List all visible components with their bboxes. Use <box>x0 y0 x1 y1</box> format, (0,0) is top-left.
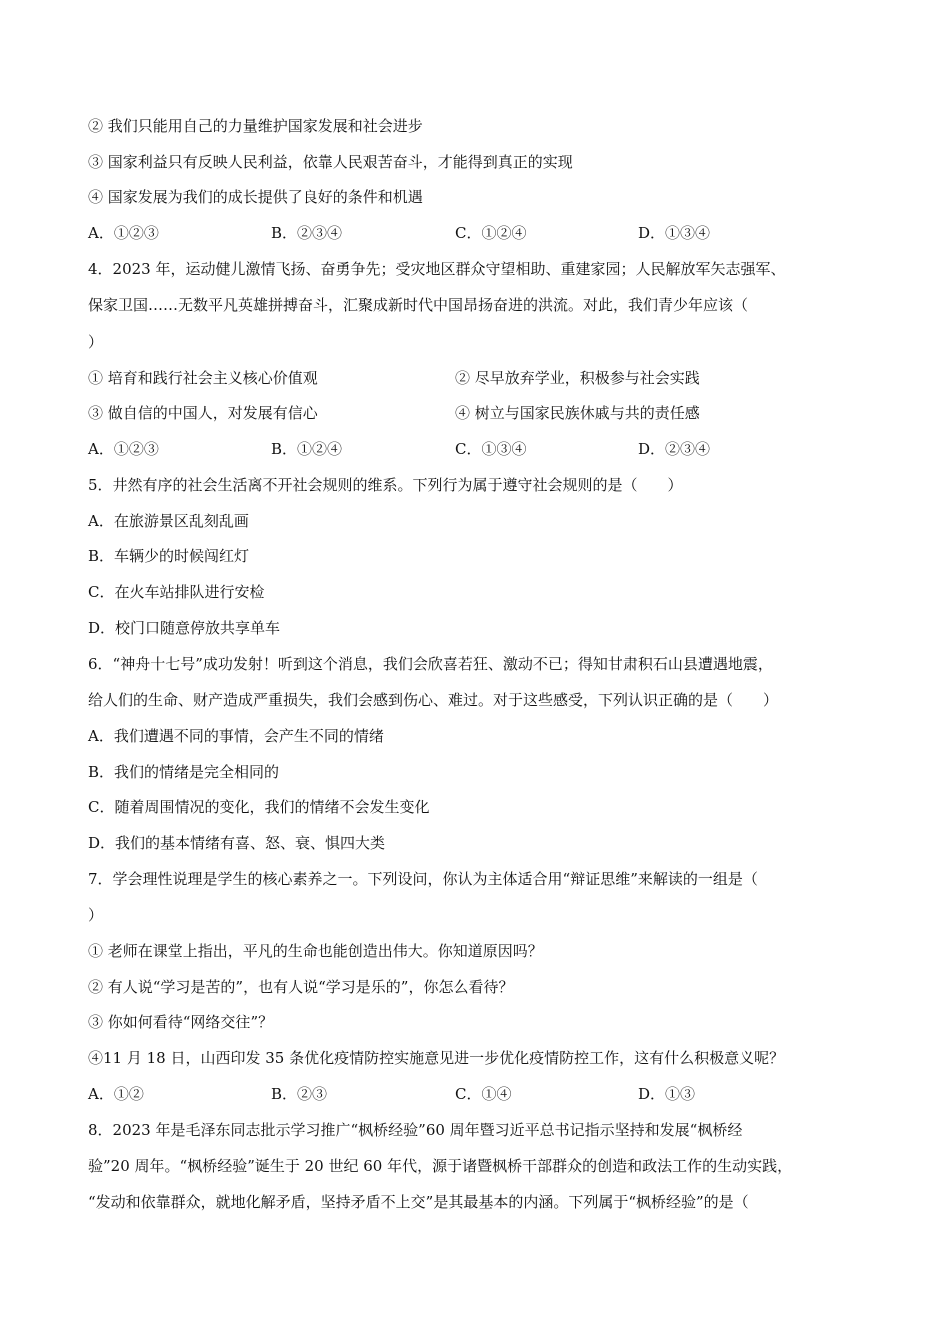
prev-option-b: B．②③④ <box>271 224 343 242</box>
q4-stem-line-1: 4．2023 年，运动健儿激情飞扬、奋勇争先；受灾地区群众守望相助、重建家园；人民解放军矢志强军、 <box>88 260 786 278</box>
q6-option-d: D．我们的基本情绪有喜、怒、衰、惧四大类 <box>88 834 386 852</box>
q6-option-c: C．随着周围情况的变化，我们的情绪不会发生变化 <box>88 798 430 816</box>
q7-option-d: D．①③ <box>638 1085 696 1103</box>
q5-option-c: C．在火车站排队进行安检 <box>88 583 265 601</box>
q4-statement-2: ② 尽早放弃学业，积极参与社会实践 <box>455 369 700 387</box>
q6-stem-line-1: 6．“神舟十七号”成功发射！听到这个消息，我们会欣喜若狂、激动不已；得知甘肃积石山县遭遇地震， <box>88 655 773 673</box>
q7-stem-line-1: 7．学会理性说理是学生的核心素养之一。下列设问，你认为主体适合用“辩证思维”来解读的一组是（ <box>88 870 758 888</box>
q5-option-d: D．校门口随意停放共享单车 <box>88 619 281 637</box>
q8-stem-line-2: 验”20 周年。“枫桥经验”诞生于 20 世纪 60 年代，源于诸暨枫桥干部群众的创造和政法工作的生动实践， <box>88 1157 793 1175</box>
q4-option-b: B．①②④ <box>271 440 343 458</box>
q6-option-b: B．我们的情绪是完全相同的 <box>88 763 280 781</box>
q7-option-a: A．①② <box>88 1085 144 1103</box>
q7-stem-line-2: ） <box>88 906 104 924</box>
q4-statement-4: ④ 树立与国家民族休戚与共的责任感 <box>455 404 700 422</box>
q5-stem: 5．井然有序的社会生活离不开社会规则的维系。下列行为属于遵守社会规则的是（ ） <box>88 476 683 494</box>
q8-stem-line-1: 8．2023 年是毛泽东同志批示学习推广“枫桥经验”60 周年暨习近平总书记指示坚持和发展“枫桥经 <box>88 1121 743 1139</box>
q4-stem-line-2: 保家卫国……无数平凡英雄拼搏奋斗，汇聚成新时代中国昂扬奋进的洪流。对此，我们青少年应该（ <box>88 296 749 314</box>
q8-stem-line-3: “发动和依靠群众，就地化解矛盾，坚持矛盾不上交”是其最基本的内涵。下列属于“枫桥经验”的是（ <box>88 1193 749 1211</box>
prev-statement-3: ③ 国家利益只有反映人民利益，依靠人民艰苦奋斗，才能得到真正的实现 <box>88 153 573 171</box>
q7-option-c: C．①④ <box>455 1085 512 1103</box>
q4-statement-1: ① 培育和践行社会主义核心价值观 <box>88 369 318 387</box>
q4-option-a: A．①②③ <box>88 440 159 458</box>
prev-option-a: A．①②③ <box>88 224 159 242</box>
q7-statement-1: ① 老师在课堂上指出，平凡的生命也能创造出伟大。你知道原因吗？ <box>88 942 543 960</box>
prev-option-d: D．①③④ <box>638 224 711 242</box>
q6-stem-line-2: 给人们的生命、财产造成严重损失，我们会感到伤心、难过。对于这些感受，下列认识正确的是（ ） <box>88 691 779 709</box>
prev-statement-4: ④ 国家发展为我们的成长提供了良好的条件和机遇 <box>88 188 423 206</box>
prev-option-c: C．①②④ <box>455 224 527 242</box>
q7-statement-3: ③ 你如何看待“网络交往”？ <box>88 1013 274 1031</box>
q4-option-c: C．①③④ <box>455 440 527 458</box>
q6-option-a: A．我们遭遇不同的事情，会产生不同的情绪 <box>88 727 384 745</box>
q4-statement-3: ③ 做自信的中国人，对发展有信心 <box>88 404 318 422</box>
q4-option-d: D．②③④ <box>638 440 711 458</box>
q5-option-b: B．车辆少的时候闯红灯 <box>88 547 250 565</box>
prev-statement-2: ② 我们只能用自己的力量维护国家发展和社会进步 <box>88 117 423 135</box>
q7-option-b: B．②③ <box>271 1085 328 1103</box>
q7-statement-2: ② 有人说“学习是苦的”，也有人说“学习是乐的”，你怎么看待？ <box>88 978 514 996</box>
q4-stem-line-3: ） <box>88 333 104 351</box>
q7-statement-4: ④11 月 18 日，山西印发 35 条优化疫情防控实施意见进一步优化疫情防控工作，这有什么积极意义呢？ <box>88 1049 785 1067</box>
q5-option-a: A．在旅游景区乱刻乱画 <box>88 512 249 530</box>
